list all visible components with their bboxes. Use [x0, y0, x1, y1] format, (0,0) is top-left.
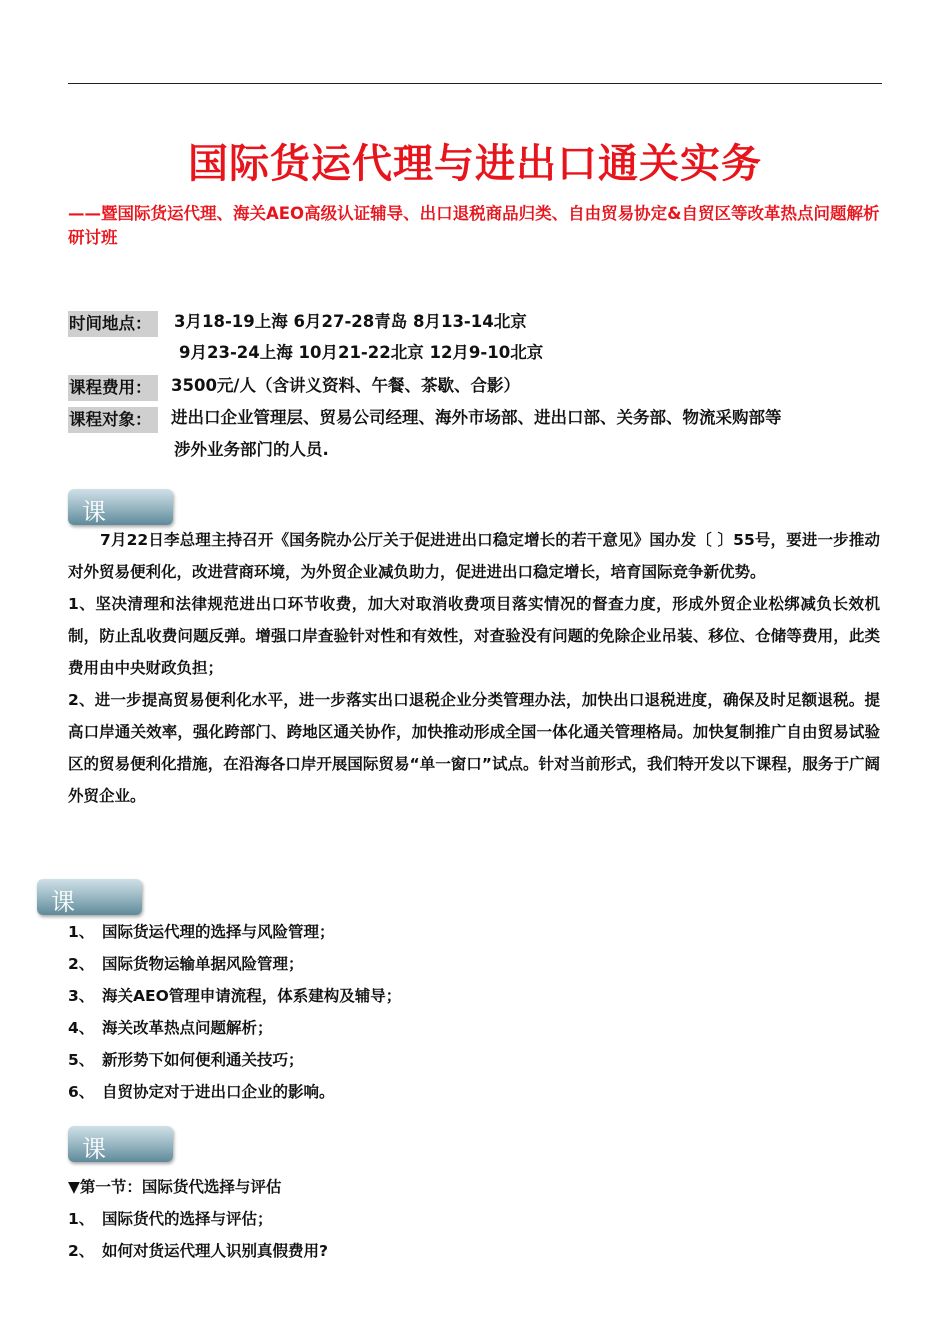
section-one-list [68, 1171, 328, 1267]
audience-row [68, 407, 880, 467]
section-badge-background: 课 [68, 489, 173, 525]
time-location-row [68, 311, 880, 371]
audience-line1: 进出口企业管理层、贸易公司经理、海外市场部、进出口部、关务部、物流采购部等 [171, 408, 782, 427]
list-item: 2、 如何对货运代理人识别真假费用? [68, 1242, 328, 1260]
list-item: 2、 国际货物运输单据风险管理； [68, 955, 304, 973]
audience-label: 课程对象： [68, 407, 158, 433]
section-one-heading: ▼第一节：国际货代选择与评估 [68, 1178, 282, 1196]
list-item: 1、 国际货代的选择与评估； [68, 1210, 273, 1228]
list-item: 5、 新形势下如何便利通关技巧； [68, 1051, 304, 1069]
audience-line2: 涉外业务部门的人员. [174, 440, 329, 459]
section-badge-content: 课 [68, 1126, 173, 1162]
list-item: 1、 国际货运代理的选择与风险管理； [68, 923, 335, 941]
intro-paragraph-1: 7月22日李总理主持召开《国务院办公厅关于促进进出口稳定增长的若干意见》国办发〔 〕55号，要进一步推动对外贸易便利化，改进营商环境，为外贸企业减负助力，促进进出口稳定增长，培育国际竞争新优势。 [68, 531, 880, 581]
list-item: 4、 海关改革热点问题解析； [68, 1019, 273, 1037]
fee-value: 3500元/人（含讲义资料、午餐、茶歇、合影） [171, 376, 520, 395]
fee-label: 课程费用： [68, 375, 158, 401]
section-badge-outline: 课 [37, 879, 142, 915]
list-item: 3、 海关AEO管理申请流程，体系建构及辅导； [68, 987, 402, 1005]
time-location-line2: 9月23-24上海 10月21-22北京 12月9-10北京 [179, 343, 544, 362]
intro-paragraph-2: 1、坚决清理和法律规范进出口环节收费，加大对取消收费项目落实情况的督查力度，形成外贸企业松绑减负长效机制，防止乱收费问题反弹。增强口岸查验针对性和有效性，对查验没有问题的免除企业吊装、移位、仓储等费用，此类费用由中央财政负担； [68, 595, 880, 677]
fee-row [68, 375, 880, 401]
intro-paragraph-3: 2、进一步提高贸易便利化水平，进一步落实出口退税企业分类管理办法，加快出口退税进度，确保及时足额退税。提高口岸通关效率，强化跨部门、跨地区通关协作，加快推动形成全国一体化通关管理格局。加快复制推广自由贸易试验区的贸易便利化措施，在沿海各口岸开展国际贸易“单一窗口”试点。针对当前形式，我们特开发以下课程，服务于广阔外贸企业。 [68, 691, 880, 805]
list-item: 6、 自贸协定对于进出口企业的影响。 [68, 1083, 335, 1101]
course-outline-list [68, 916, 401, 1108]
intro-text [68, 524, 880, 812]
time-location-label: 时间地点： [68, 311, 158, 337]
header-rule [68, 83, 882, 84]
page-subtitle: ——暨国际货运代理、海关AEO高级认证辅导、出口退税商品归类、自由贸易协定&自贸区等改革热点问题解析研讨班 [68, 204, 880, 247]
page-title: 国际货运代理与进出口通关实务 [188, 141, 762, 187]
time-location-line1: 3月18-19上海 6月27-28青岛 8月13-14北京 [174, 312, 527, 331]
